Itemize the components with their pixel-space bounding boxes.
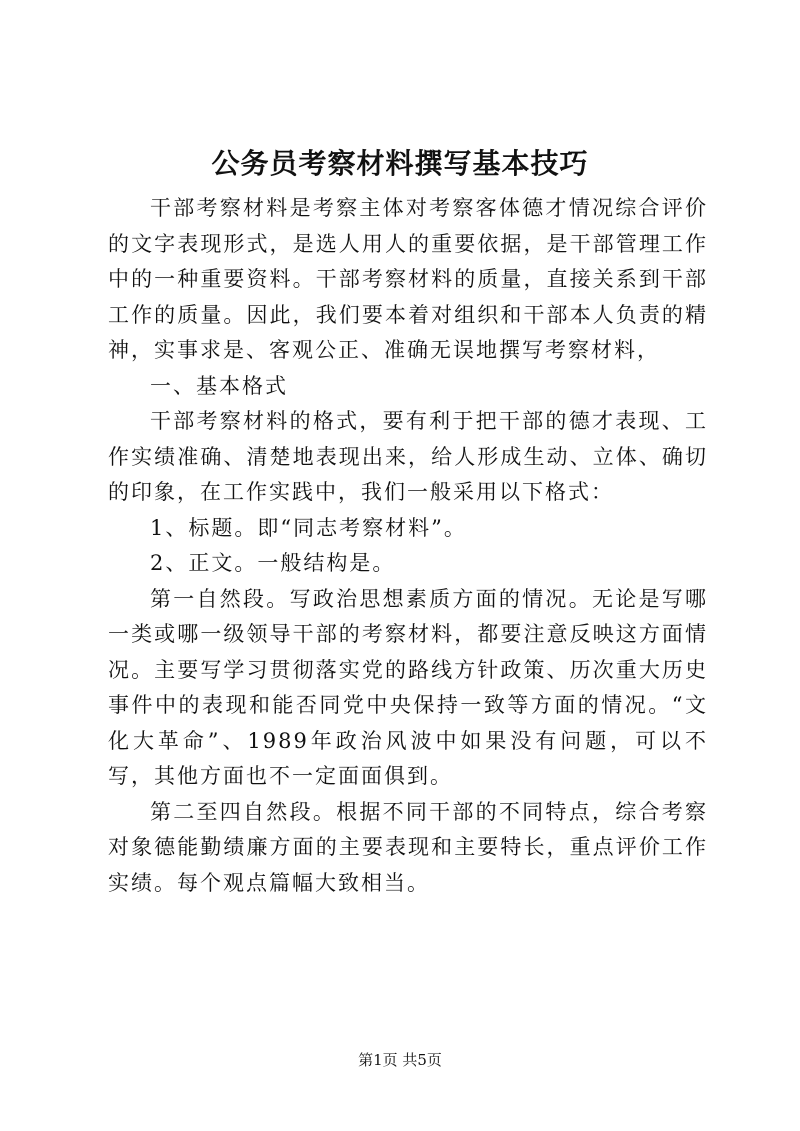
page-number-footer: 第1页 共5页 [358,1051,442,1069]
paragraph: 第二至四自然段。根据不同干部的不同特点，综合考察对象德能勤绩廉方面的主要表现和主要特长，重点评价工作实绩。每个观点篇幅大致相当。 [108,799,708,895]
document-title: 公务员考察材料撰写基本技巧 [211,147,589,180]
list-item: 2、正文。一般结构是。 [150,551,396,575]
section-heading: 一、基本格式 [150,373,288,398]
list-item: 1、标题。即“同志考察材料”。 [150,515,467,540]
paragraph: 干部考察材料的格式，要有利于把干部的德才表现、工作实绩准确、清楚地表现出来，给人形成生动、立体、确切的印象，在工作实践中，我们一般采用以下格式： [108,409,708,504]
document-body [108,191,708,901]
paragraph: 第一自然段。写政治思想素质方面的情况。无论是写哪一类或哪一级领导干部的考察材料，都要注意反映这方面情况。主要写学习贯彻落实党的路线方针政策、历次重大历史事件中的表现和能否同党中央保持一致等方面的情况。“文化大革命”、1989年政治风波中如果没有问题，可以不写，其他方面也不一定面面俱到。 [108,586,708,788]
paragraph: 干部考察材料是考察主体对考察客体德才情况综合评价的文字表现形式，是选人用人的重要依据，是干部管理工作中的一种重要资料。干部考察材料的质量，直接关系到干部工作的质量。因此，我们要本着对组织和干部本人负责的精神，实事求是、客观公正、准确无误地撰写考察材料， [108,196,708,362]
